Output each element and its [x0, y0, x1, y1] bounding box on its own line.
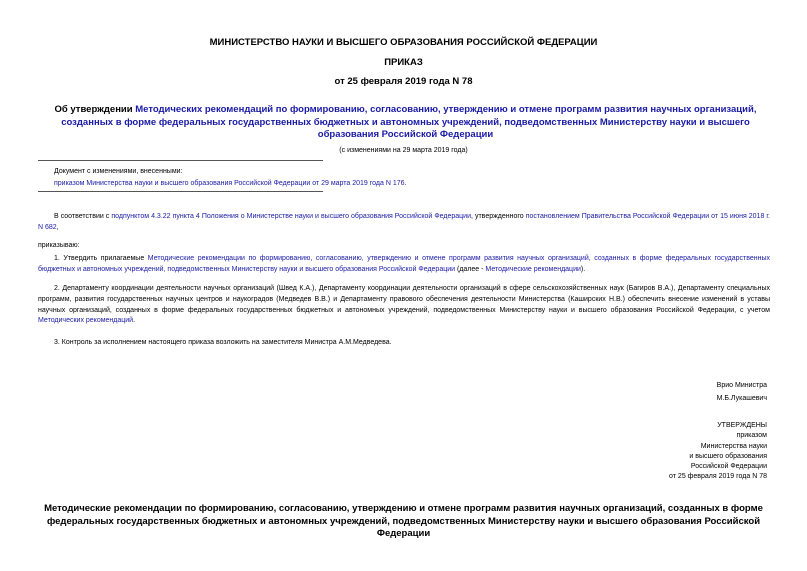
item1-recommendations-link[interactable]: Методические рекомендации по формированию, согласованию, утверждению и отмене программ развития научных организаций, созданных в форме федеральных государственных бюджетных и автономных учреждений, подведомственных Министерству науки и высшего образования Российской Федерации: [38, 255, 770, 273]
paragraph-item-2: [38, 284, 770, 327]
approved-line: Российской Федерации: [690, 463, 767, 471]
approval-stamp: [567, 421, 767, 483]
paragraph-item-3: [38, 338, 770, 349]
item1-text-a: 1. Утвердить прилагаемые: [54, 255, 148, 262]
approved-line: и высшего образования: [689, 452, 767, 460]
amendments-box: [54, 166, 434, 189]
amendments-intro: Документ с изменениями, внесенными:: [54, 168, 183, 175]
signature-block: [567, 380, 767, 405]
approved-line: УТВЕРЖДЕНЫ: [717, 422, 767, 429]
order-date: от 25 февраля 2019 года N 78: [334, 76, 473, 87]
bottom-divider: [38, 191, 323, 192]
amendments-tail: .: [404, 179, 407, 187]
order-heading: ПРИКАЗ: [384, 57, 423, 68]
basis-text-c: ,: [56, 223, 59, 231]
regulation-link[interactable]: подпунктом 4.3.22 пункта 4 Положения о Министерстве науки и высшего образования Российской Федерации: [111, 213, 471, 220]
basis-text-b: , утвержденного: [471, 213, 526, 220]
paragraph-basis: [38, 212, 770, 234]
item1-text-b: (далее -: [455, 265, 486, 273]
government-decree-link[interactable]: постановлением Правительства Российской Федерации от 15 июня 2018 г. N 682: [38, 213, 771, 231]
item1-text-c: ).: [580, 265, 586, 273]
order-subject: [48, 104, 763, 142]
amendments-line: [54, 178, 434, 190]
item2-text-a: 2. Департаменту координации деятельности научных организаций (Швед К.А.), Департаменту координации деятельности организаций в сфере сельскохозяйственных наук (Багиров В.А.), Департаменту специальных программ, развития государственных научных центров и наукоградов (Медведев В.В.) и Департаменту правового обеспечения деятельности Министерства (Каширских Н.В.) обеспечить внесение изменений в уставы научных организаций, созданных в форме федеральных государственных бюджетных и автономных учреждений, подведомственных Министерству науки и высшего образования Российской Федерации, с учетом: [38, 285, 770, 314]
signature-position: Врио Министра: [716, 382, 767, 389]
basis-text-a: В соответствии с: [54, 213, 112, 220]
item2-text-b: .: [133, 317, 136, 325]
approved-line: Министерства науки: [700, 442, 767, 450]
top-divider: [38, 160, 323, 161]
order-subject-prefix: Об утверждении: [54, 104, 136, 115]
approved-line: от 25 февраля 2019 года N 78: [669, 473, 767, 481]
signature-name: М.Б.Лукашевич: [716, 394, 767, 402]
amending-order-link[interactable]: приказом Министерства науки и высшего образования Российской Федерации от 29 марта 2019 года N 176: [54, 179, 405, 187]
recommendations-title: Методические рекомендации по формированию, согласованию, утверждению и отмене программ развития научных организаций, созданных в форме федеральных государственных бюджетных и автономных учреждений, подведомственных Министерству науки и высшего образования Российской Федерации: [44, 503, 763, 539]
paragraph-item-1: [38, 254, 770, 276]
paragraph-order-word: приказываю:: [38, 242, 80, 249]
amendment-note: (с изменениями на 29 марта 2019 года): [339, 147, 468, 154]
item2-recommendations-link[interactable]: Методических рекомендаций: [38, 317, 134, 325]
methodical-recommendations-link[interactable]: Методических рекомендаций по формированию, согласованию, утверждению и отмене программ развития научных организаций, созданных в форме федеральных государственных бюджетных и автономных учреждений, подведомственных Министерству науки и высшего образования Российской Федерации: [61, 104, 757, 140]
ministry-heading: МИНИСТЕРСТВО НАУКИ И ВЫСШЕГО ОБРАЗОВАНИЯ РОССИЙСКОЙ ФЕДЕРАЦИИ: [209, 37, 598, 48]
approved-line: приказом: [736, 432, 767, 440]
item1-short-link[interactable]: Методические рекомендации: [485, 265, 581, 273]
item3-text: 3. Контроль за исполнением настоящего приказа возложить на заместителя Министра А.М.Медведева.: [54, 339, 392, 346]
